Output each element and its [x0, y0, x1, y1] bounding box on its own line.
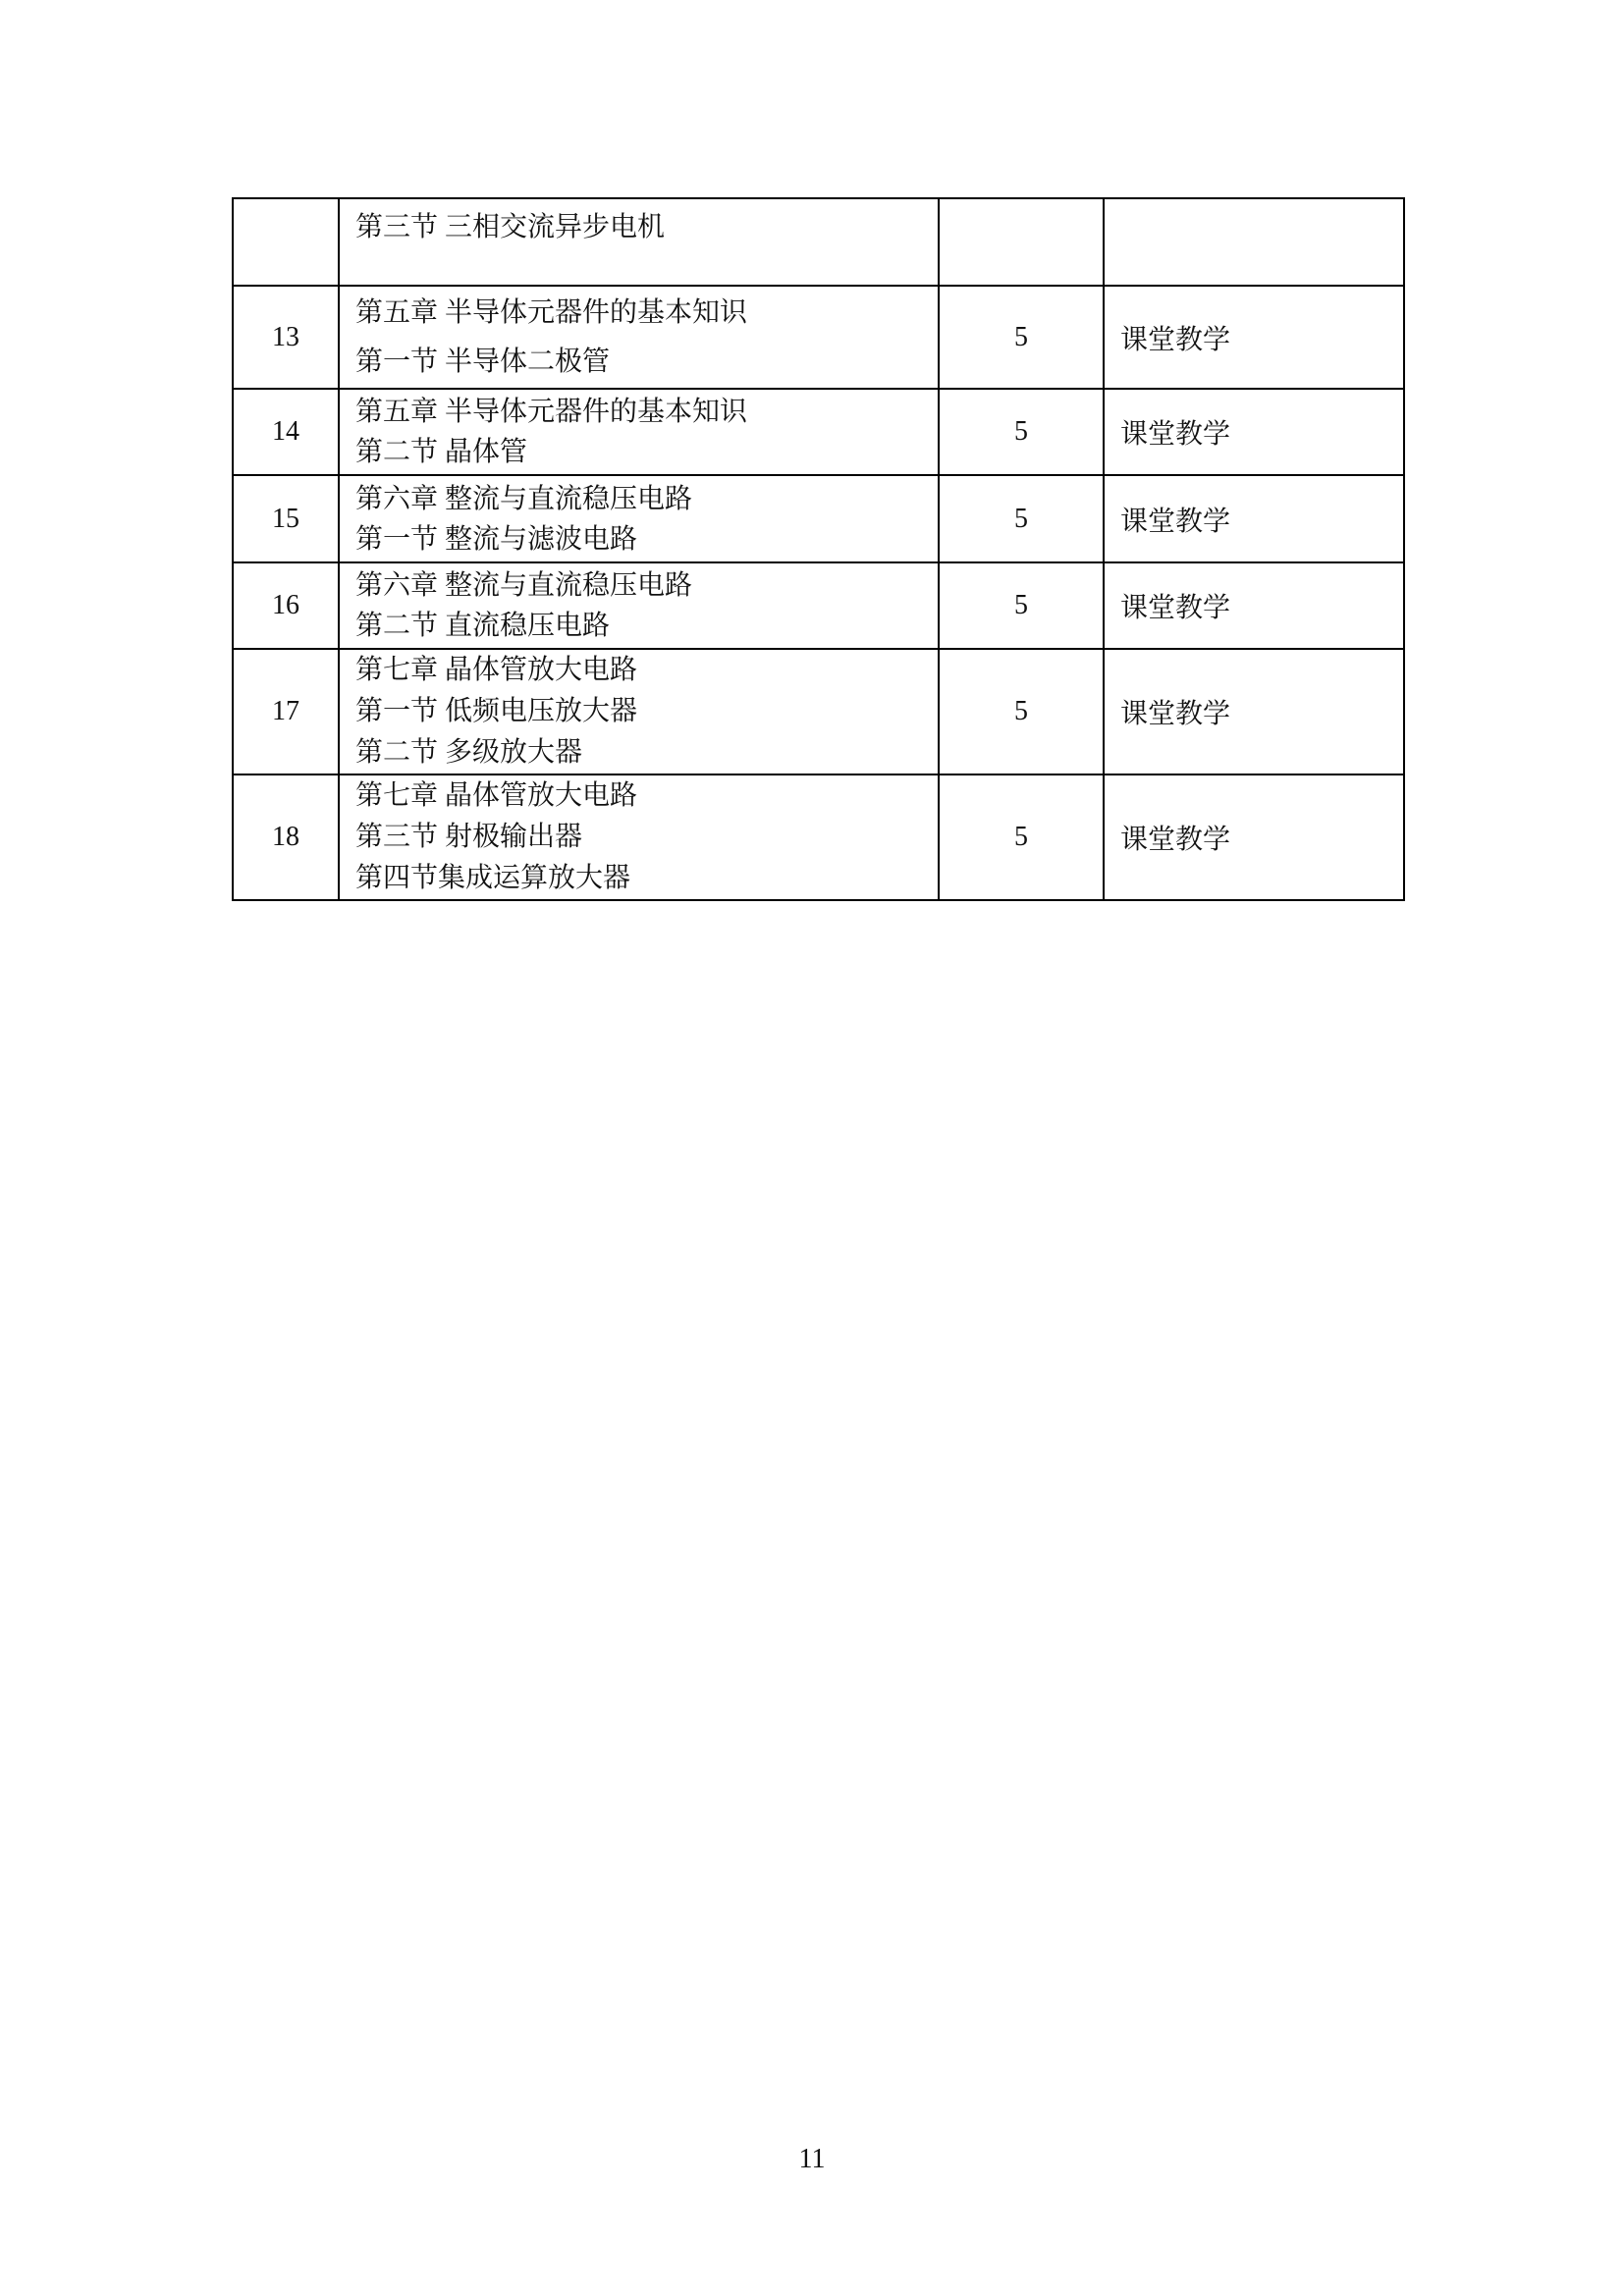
- week-number-cell: 18: [233, 774, 339, 900]
- content-cell: [339, 562, 939, 649]
- hours-cell: 5: [939, 774, 1104, 900]
- content-line: 第六章 整流与直流稳压电路: [355, 483, 693, 514]
- content-line: 第三节 三相交流异步电机: [355, 212, 666, 242]
- teaching-method-cell: 课堂教学: [1104, 774, 1404, 900]
- schedule-table: [232, 197, 1405, 901]
- content-cell: [339, 649, 939, 774]
- hours-cell: 5: [939, 286, 1104, 389]
- content-line: 第三节 射极输出器: [355, 822, 583, 852]
- page-number: 11: [798, 2144, 826, 2174]
- content-cell: [339, 198, 939, 286]
- content-cell: [339, 286, 939, 389]
- hours-cell: [939, 198, 1104, 286]
- table-row: [233, 649, 1404, 774]
- table-row: [233, 389, 1404, 475]
- content-line: 第一节 低频电压放大器: [355, 696, 638, 726]
- hours-cell: 5: [939, 475, 1104, 562]
- teaching-method-cell: 课堂教学: [1104, 286, 1404, 389]
- hours-cell: 5: [939, 562, 1104, 649]
- week-number-cell: 14: [233, 389, 339, 475]
- content-line: 第六章 整流与直流稳压电路: [355, 570, 693, 601]
- hours-cell: 5: [939, 389, 1104, 475]
- table-row: [233, 286, 1404, 389]
- content-line: 第二节 直流稳压电路: [355, 611, 611, 641]
- content-line: 第二节 多级放大器: [355, 737, 583, 768]
- week-number-cell: [233, 198, 339, 286]
- content-line: 第五章 半导体元器件的基本知识: [355, 397, 748, 427]
- table-row: [233, 198, 1404, 286]
- content-cell: [339, 475, 939, 562]
- content-cell: [339, 774, 939, 900]
- teaching-method-cell: 课堂教学: [1104, 649, 1404, 774]
- table-row: [233, 774, 1404, 900]
- teaching-method-cell: 课堂教学: [1104, 562, 1404, 649]
- content-line: 第五章 半导体元器件的基本知识: [355, 296, 748, 328]
- content-line: 第一节 半导体二极管: [355, 346, 611, 377]
- content-line: 第二节 晶体管: [355, 437, 528, 467]
- teaching-method-cell: [1104, 198, 1404, 286]
- content-line: 第七章 晶体管放大电路: [355, 780, 638, 811]
- hours-cell: 5: [939, 649, 1104, 774]
- table-row: [233, 562, 1404, 649]
- week-number-cell: 16: [233, 562, 339, 649]
- content-line: 第一节 整流与滤波电路: [355, 523, 638, 555]
- content-line: 第七章 晶体管放大电路: [355, 655, 638, 685]
- week-number-cell: 17: [233, 649, 339, 774]
- week-number-cell: 15: [233, 475, 339, 562]
- content-line: 第四节集成运算放大器: [355, 863, 631, 893]
- table-row: [233, 475, 1404, 562]
- content-cell: [339, 389, 939, 475]
- teaching-method-cell: 课堂教学: [1104, 475, 1404, 562]
- week-number-cell: 13: [233, 286, 339, 389]
- teaching-method-cell: 课堂教学: [1104, 389, 1404, 475]
